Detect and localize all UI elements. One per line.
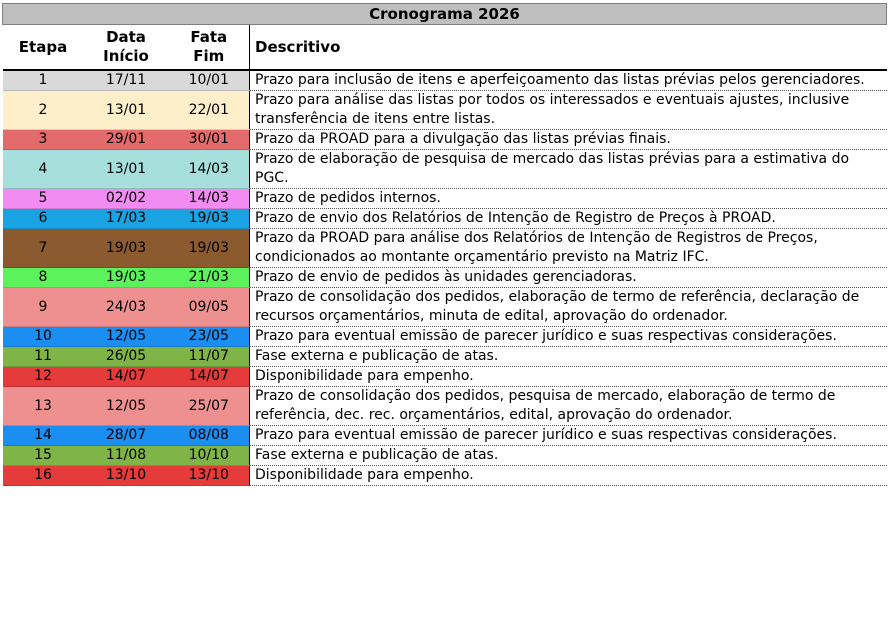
table-row <box>3 327 887 347</box>
descritivo-cell: Fase externa e publicação de atas. <box>250 446 887 466</box>
descritivo-cell: Prazo da PROAD para a divulgação das listas prévias finais. <box>250 130 887 150</box>
data-fim-cell: 23/05 <box>169 327 250 347</box>
data-inicio-cell: 12/05 <box>84 387 169 426</box>
descritivo-cell: Prazo de elaboração de pesquisa de mercado das listas prévias para a estimativa do PGC. <box>250 150 887 189</box>
etapa-cell: 12 <box>3 367 84 387</box>
data-inicio-cell: 11/08 <box>84 446 169 466</box>
descritivo-cell: Disponibilidade para empenho. <box>250 466 887 486</box>
table-row <box>3 288 887 327</box>
data-fim-cell: 13/10 <box>169 466 250 486</box>
table-row <box>3 466 887 486</box>
table-row <box>3 446 887 466</box>
table-row <box>3 426 887 446</box>
descritivo-cell: Prazo de consolidação dos pedidos, elaboração de termo de referência, declaração de recursos orçamentários, minuta de edital, aprovação do ordenador. <box>250 288 887 327</box>
header-etapa: Etapa <box>3 25 84 71</box>
header-data-inicio <box>84 25 169 71</box>
etapa-cell: 11 <box>3 347 84 367</box>
data-inicio-cell: 17/11 <box>84 70 169 91</box>
etapa-cell: 15 <box>3 446 84 466</box>
etapa-cell: 5 <box>3 189 84 209</box>
etapa-cell: 14 <box>3 426 84 446</box>
data-fim-cell: 10/01 <box>169 70 250 91</box>
data-inicio-cell: 19/03 <box>84 268 169 288</box>
header-data-fim <box>169 25 250 71</box>
header-data-fim-line2: Fim <box>193 47 225 65</box>
header-row <box>3 25 887 71</box>
descritivo-cell: Prazo para eventual emissão de parecer jurídico e suas respectivas considerações. <box>250 426 887 446</box>
descritivo-cell: Prazo para eventual emissão de parecer jurídico e suas respectivas considerações. <box>250 327 887 347</box>
etapa-cell: 13 <box>3 387 84 426</box>
data-fim-cell: 14/03 <box>169 150 250 189</box>
data-inicio-cell: 13/01 <box>84 150 169 189</box>
etapa-cell: 8 <box>3 268 84 288</box>
data-inicio-cell: 12/05 <box>84 327 169 347</box>
etapa-cell: 2 <box>3 91 84 130</box>
descritivo-cell: Prazo de pedidos internos. <box>250 189 887 209</box>
table-row <box>3 347 887 367</box>
data-fim-cell: 21/03 <box>169 268 250 288</box>
data-inicio-cell: 02/02 <box>84 189 169 209</box>
schedule-table <box>2 3 887 486</box>
etapa-cell: 9 <box>3 288 84 327</box>
table-row <box>3 150 887 189</box>
table-row <box>3 130 887 150</box>
table-row <box>3 229 887 268</box>
data-fim-cell: 08/08 <box>169 426 250 446</box>
descritivo-cell: Prazo de envio de pedidos às unidades gerenciadoras. <box>250 268 887 288</box>
header-descritivo: Descritivo <box>250 25 887 71</box>
descritivo-cell: Prazo de consolidação dos pedidos, pesquisa de mercado, elaboração de termo de referência, dec. rec. orçamentários, edital, aprovação do ordenador. <box>250 387 887 426</box>
etapa-cell: 7 <box>3 229 84 268</box>
descritivo-cell: Prazo para análise das listas por todos os interessados e eventuais ajustes, inclusive transferência de itens entre listas. <box>250 91 887 130</box>
etapa-cell: 1 <box>3 70 84 91</box>
descritivo-cell: Fase externa e publicação de atas. <box>250 347 887 367</box>
data-fim-cell: 30/01 <box>169 130 250 150</box>
etapa-cell: 4 <box>3 150 84 189</box>
data-inicio-cell: 14/07 <box>84 367 169 387</box>
etapa-cell: 10 <box>3 327 84 347</box>
header-data-inicio-line1: Data <box>106 28 146 46</box>
descritivo-cell: Prazo da PROAD para análise dos Relatórios de Intenção de Registros de Preços, condicionados ao montante orçamentário previsto na Matriz IFC. <box>250 229 887 268</box>
data-inicio-cell: 17/03 <box>84 209 169 229</box>
data-inicio-cell: 19/03 <box>84 229 169 268</box>
data-inicio-cell: 26/05 <box>84 347 169 367</box>
header-data-fim-line1: Fata <box>190 28 228 46</box>
data-inicio-cell: 13/01 <box>84 91 169 130</box>
data-fim-cell: 19/03 <box>169 229 250 268</box>
header-data-inicio-line2: Início <box>103 47 149 65</box>
table-row <box>3 268 887 288</box>
descritivo-cell: Prazo para inclusão de itens e aperfeiçoamento das listas prévias pelos gerenciadores. <box>250 70 887 91</box>
data-inicio-cell: 28/07 <box>84 426 169 446</box>
etapa-cell: 3 <box>3 130 84 150</box>
data-fim-cell: 11/07 <box>169 347 250 367</box>
table-row <box>3 189 887 209</box>
schedule-table-wrapper <box>2 3 886 486</box>
data-fim-cell: 25/07 <box>169 387 250 426</box>
data-inicio-cell: 29/01 <box>84 130 169 150</box>
data-fim-cell: 14/03 <box>169 189 250 209</box>
table-row <box>3 367 887 387</box>
data-fim-cell: 22/01 <box>169 91 250 130</box>
descritivo-cell: Disponibilidade para empenho. <box>250 367 887 387</box>
data-fim-cell: 09/05 <box>169 288 250 327</box>
data-inicio-cell: 13/10 <box>84 466 169 486</box>
etapa-cell: 16 <box>3 466 84 486</box>
data-fim-cell: 19/03 <box>169 209 250 229</box>
data-fim-cell: 14/07 <box>169 367 250 387</box>
data-fim-cell: 10/10 <box>169 446 250 466</box>
table-row <box>3 209 887 229</box>
table-row <box>3 70 887 91</box>
table-row <box>3 91 887 130</box>
etapa-cell: 6 <box>3 209 84 229</box>
data-inicio-cell: 24/03 <box>84 288 169 327</box>
table-title: Cronograma 2026 <box>3 4 887 25</box>
title-row <box>3 4 887 25</box>
descritivo-cell: Prazo de envio dos Relatórios de Intenção de Registro de Preços à PROAD. <box>250 209 887 229</box>
table-row <box>3 387 887 426</box>
